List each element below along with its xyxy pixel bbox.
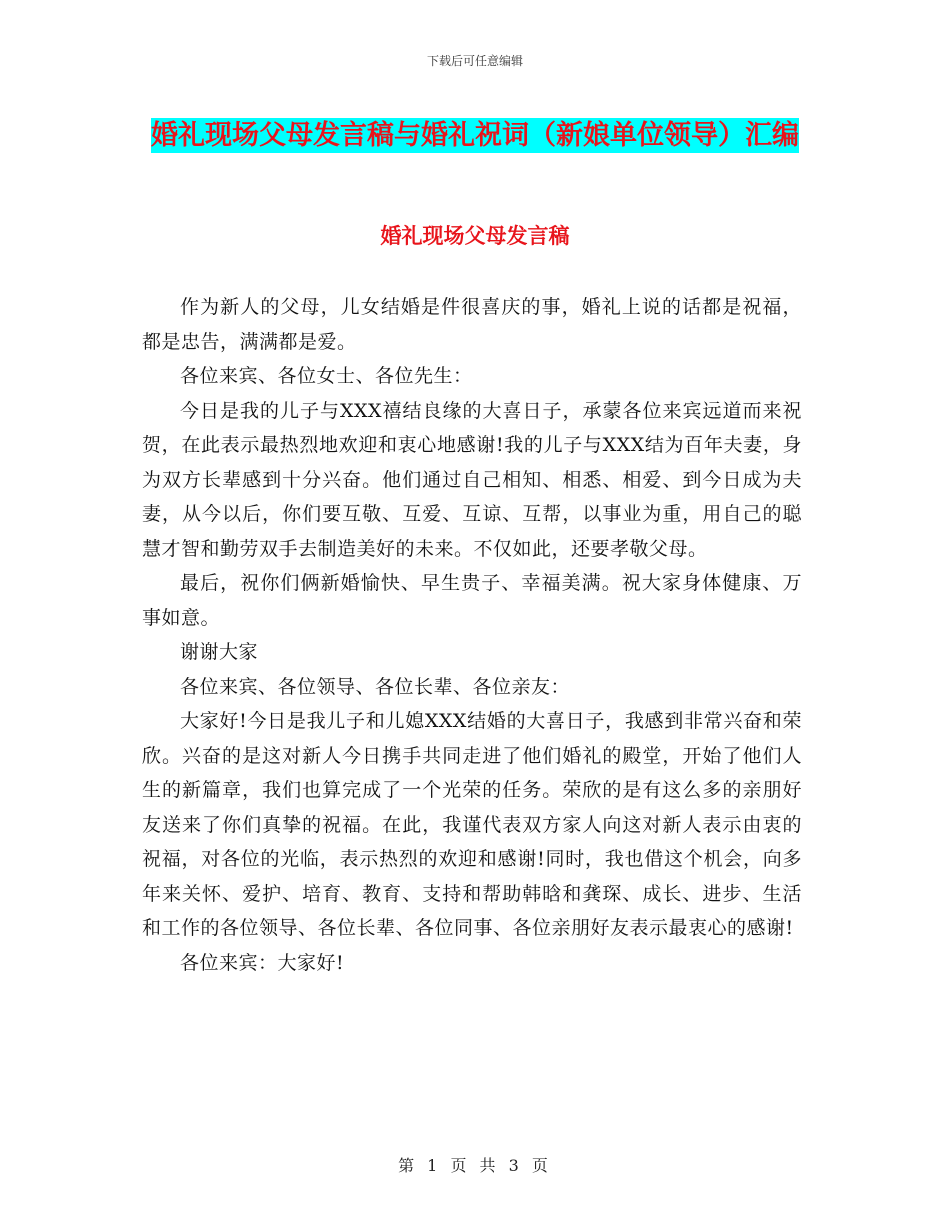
paragraph: 今日是我的儿子与XXX禧结良缘的大喜日子，承蒙各位来宾远道而来祝贺，在此表示最热烈地欢迎和衷心地感谢!我的儿子与XXX结为百年夫妻，身为双方长辈感到十分兴奋。他们通过自己相知、相悉、相爱、到今日成为夫妻，从今以后，你们要互敬、互爱、互谅、互帮，以事业为重，用自己的聪慧才智和勤劳双手去制造美好的未来。不仅如此，还要孝敬父母。 [142,399,802,560]
section-title: 婚礼现场父母发言稿 [380,224,570,248]
document-title-text: 婚礼现场父母发言稿与婚礼祝词（新娘单位领导）汇编 [151,120,799,151]
document-title [140,110,810,162]
page-footer: 第 1 页 共 3 页 [398,1156,552,1175]
paragraph: 大家好!今日是我儿子和儿媳XXX结婚的大喜日子，我感到非常兴奋和荣欣。兴奋的是这对新人今日携手共同走进了他们婚礼的殿堂，开始了他们人生的新篇章，我们也算完成了一个光荣的任务。荣欣的是有这么多的亲朋好友送来了你们真挚的祝福。在此，我谨代表双方家人向这对新人表示由衷的祝福，对各位的光临，表示热烈的欢迎和感谢!同时，我也借这个机会，向多年来关怀、爱护、培育、教育、支持和帮助韩晗和龚琛、成长、进步、生活和工作的各位领导、各位长辈、各位同事、各位亲朋好友表示最衷心的感谢! [142,710,802,939]
paragraph: 谢谢大家 [180,641,259,663]
paragraph: 各位来宾、各位女士、各位先生： [180,365,473,387]
paragraph: 最后，祝你们俩新婚愉快、早生贵子、幸福美满。祝大家身体健康、万事如意。 [142,572,802,629]
document-body [142,290,802,980]
paragraph: 各位来宾：大家好! [180,951,345,974]
paragraph: 各位来宾、各位领导、各位长辈、各位亲友： [180,675,571,698]
header-note: 下载后可任意编辑 [426,54,523,68]
paragraph: 作为新人的父母，儿女结婚是件很喜庆的事，婚礼上说的话都是祝福，都是忠告，满满都是爱。 [142,296,802,353]
